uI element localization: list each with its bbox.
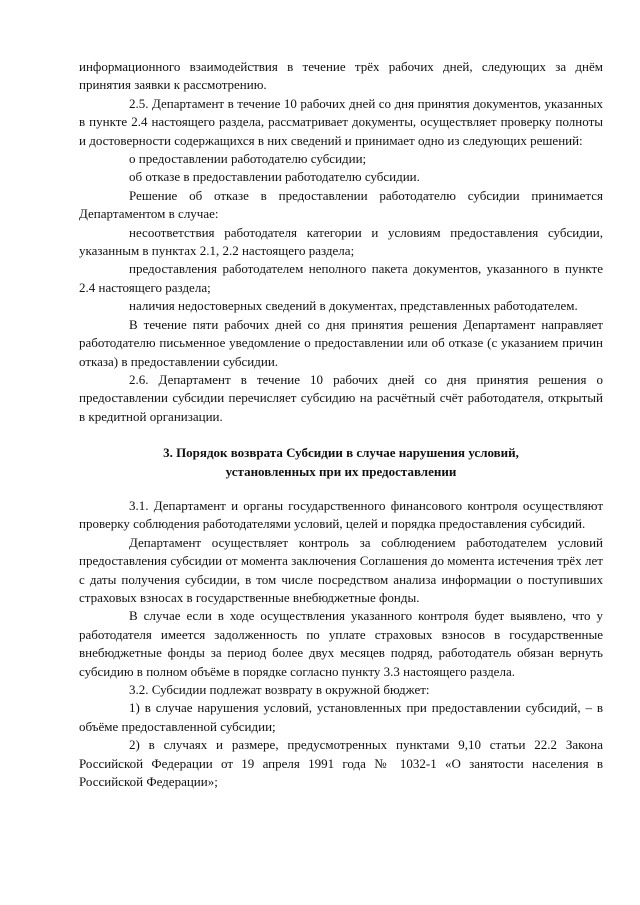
section-heading-line-2: установленных при их предоставлении [225, 463, 457, 479]
paragraph-case-false-info: наличия недостоверных сведений в документах, представленных работодателем. [129, 298, 578, 314]
section-heading-line-1: 3. Порядок возврата Субсидии в случае нарушения условий, [163, 445, 519, 461]
paragraph-notification: В течение пяти рабочих дней со дня принятия решения Департамент направляет работодателю письменное уведомление о предоставлении или об отказе (с указанием причин отказа) в предоставлении субсидии. [79, 316, 603, 369]
paragraph-3-2-item-1: 1) в случае нарушения условий, установленных при предоставлении субсидий, – в объёме предоставленной субсидии; [79, 700, 603, 734]
paragraph-option-grant: о предоставлении работодателю субсидии; [129, 151, 367, 167]
paragraph-2-5: 2.5. Департамент в течение 10 рабочих дней со дня принятия документов, указанных в пункте 2.4 настоящего раздела, рассматривает документы, осуществляет проверку полноты и достоверности содержащихся в них сведений и принимает одно из следующих решений: [79, 95, 603, 148]
paragraph-control: Департамент осуществляет контроль за соблюдением работодателем условий предоставления субсидии от момента заключения Соглашения до момента истечения трёх лет с даты получения субсидии, в том числе посредством анализа информации о поступивших страховых взносах в государственные внебюджетные фонды. [79, 534, 603, 605]
paragraph-continuation: информационного взаимодействия в течение трёх рабочих дней, следующих за днём принятия заявки к рассмотрению. [79, 59, 603, 93]
section-3-heading [79, 444, 603, 481]
paragraph-3-2: 3.2. Субсидии подлежат возврату в окружной бюджет: [129, 682, 430, 697]
paragraph-debt-return: В случае если в ходе осуществления указанного контроля будет выявлено, что у работодателя имеется задолженность по уплате страховых взносов в государственные внебюджетные фонды за период более двух месяцев подряд, работодатель обязан вернуть субсидию в полном объёме в порядке согласно пункту 3.3 настоящего раздела. [79, 608, 603, 679]
paragraph-case-incomplete: предоставления работодателем неполного пакета документов, указанного в пункте 2.4 настоящего раздела; [79, 261, 603, 295]
paragraph-option-refuse: об отказе в предоставлении работодателю субсидии. [129, 169, 420, 185]
paragraph-case-mismatch: несоответствия работодателя категории и условиям предоставления субсидии, указанным в пунктах 2.1, 2.2 настоящего раздела; [79, 224, 603, 259]
paragraph-3-2-item-2: 2) в случаях и размере, предусмотренных пунктами 9,10 статьи 22.2 Закона Российской Федерации от 19 апреля 1991 года № 1032-1 «О занятости населения в Российской Федерации»; [79, 737, 603, 790]
paragraph-refusal-cases: Решение об отказе в предоставлении работодателю субсидии принимается Департаментом в случае: [79, 187, 603, 222]
paragraph-3-1: 3.1. Департамент и органы государственного финансового контроля осуществляют проверку соблюдения работодателями условий, целей и порядка предоставления субсидий. [79, 497, 603, 532]
paragraph-2-6: 2.6. Департамент в течение 10 рабочих дней со дня принятия решения о предоставлении субсидии перечисляет субсидию на расчётный счёт работодателя, открытый в кредитной организации. [79, 371, 603, 424]
